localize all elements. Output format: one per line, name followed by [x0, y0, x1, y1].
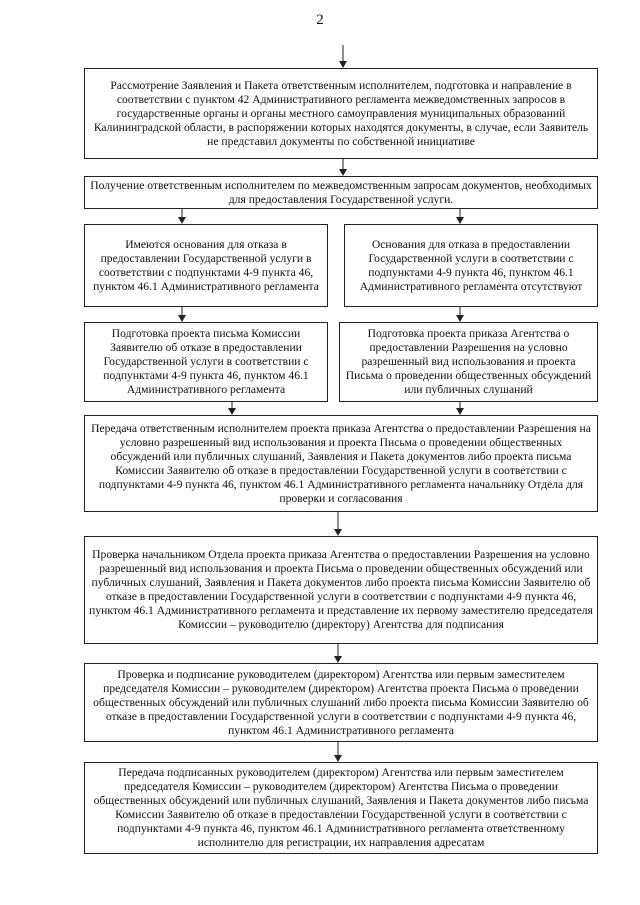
step-department-head-review-text: Проверка начальником Отдела проекта приказа Агентства о предоставлении Разрешения на условно разрешенный вид использования и проекта Письма о проведении общественных обсуждений или публичных слушаний, Заявления и Пакета документов либо проекта письма Комиссии Заявителю об отказе в предоставлении Государственной услуги в соответствии с подпунктами 4-9 пункта 46, пунктом 46.1 Административного регламента и представление их первому заместителю председателя Комиссии – руководителю (директору) Агентства для подписания — [89, 548, 593, 631]
step-department-head-review — [84, 536, 598, 644]
step-prepare-refusal-letter-text: Подготовка проекта письма Комиссии Заявителю об отказе в предоставлении Государственной услуги в соответствии с подпунктами 4-9 пункта 46, пунктом 46.1 Административного регламента — [103, 327, 309, 396]
arrow-in-head — [339, 61, 347, 68]
page-number: 2 — [316, 12, 324, 28]
step-transfer-for-registration-text: Передача подписанных руководителем (директором) Агентства или первым заместителем председателя Комиссии – руководителем (директором) Агентства Письма о проведении общественных обсуждений или публичных слушаний, Заявления и Пакета документов либо письма Комиссии Заявителю об отказе в предоставлении Государственной услуги в соответствии с подпунктами 4-9 пункта 46, пунктом 46.1 Административного регламента ответственному исполнителю для регистрации, их направления адресатам — [93, 766, 589, 849]
step-receive-documents-text: Получение ответственным исполнителем по межведомственным запросам документов, необходимых для предоставления Государственной услуги. — [90, 178, 592, 206]
step-refusal-grounds-exist — [84, 224, 328, 307]
step-review-application — [84, 68, 598, 159]
step-prepare-permit-order-text: Подготовка проекта приказа Агентства о предоставлении Разрешения на условно разрешенный вид использования и проекта Письма о проведении общественных обсуждений или публичных слушаний — [345, 327, 592, 396]
arrow-4r-5-head — [456, 408, 464, 415]
step-director-signing — [84, 663, 598, 742]
step-refusal-grounds-exist-text: Имеются основания для отказа в предоставлении Государственной услуги в соответствии с подпунктами 4-9 пункта 46, пунктом 46.1 Административного регламента — [93, 237, 319, 293]
arrow-2-3l-head — [178, 217, 186, 224]
step-prepare-permit-order — [339, 322, 598, 402]
step-transfer-to-department-head-text: Передача ответственным исполнителем проекта приказа Агентства о предоставлении Разрешения на условно разрешенный вид использования и проекта Письма о проведении общественных обсуждений или публичных слушаний, Заявления и Пакета документов либо проекта письма Комиссии Заявителю об отказе в предоставлении Государственной услуги в соответствии с подпунктами 4-9 пункта 46, пунктом 46.1 Административного регламента начальнику Отдела для проверки и согласования — [91, 421, 591, 505]
arrow-3l-4l-head — [178, 315, 186, 322]
step-prepare-refusal-letter — [84, 322, 328, 402]
arrow-4l-5-head — [228, 408, 236, 415]
step-transfer-to-department-head — [84, 415, 598, 512]
arrow-5-6-head — [334, 529, 342, 536]
arrow-7-8-head — [334, 755, 342, 762]
arrow-6-7-head — [334, 656, 342, 663]
step-director-signing-text: Проверка и подписание руководителем (директором) Агентства или первым заместителем председателя Комиссии – руководителем (директором) Агентства проекта Письма о проведении общественных обсуждений или публичных слушаний либо проекта письма Комиссии Заявителю об отказе в предоставлении Государственной услуги в соответствии с подпунктами 4-9 пункта 46, пунктом 46.1 Административного регламента — [93, 667, 589, 737]
step-refusal-grounds-absent-text: Основания для отказа в предоставлении Государственной услуги в соответствии с подпунктами 4-9 пункта 46, пунктом 46.1 Административного регламента отсутствуют — [359, 237, 583, 293]
step-review-application-text: Рассмотрение Заявления и Пакета ответственным исполнителем, подготовка и направление в соответствии с пунктом 42 Административного регламента межведомственных запросов в государственные органы и органы местного самоуправления муниципальных образований Калининградской области, в распоряжении которых находятся документы, в случае, если Заявитель не представил документы по собственной инициативе — [93, 78, 589, 148]
step-receive-documents — [84, 176, 598, 209]
arrow-2-3r-head — [456, 217, 464, 224]
step-transfer-for-registration — [84, 762, 598, 854]
step-refusal-grounds-absent — [344, 224, 598, 307]
arrow-1-2-head — [339, 169, 347, 176]
arrow-3r-4r-head — [456, 315, 464, 322]
